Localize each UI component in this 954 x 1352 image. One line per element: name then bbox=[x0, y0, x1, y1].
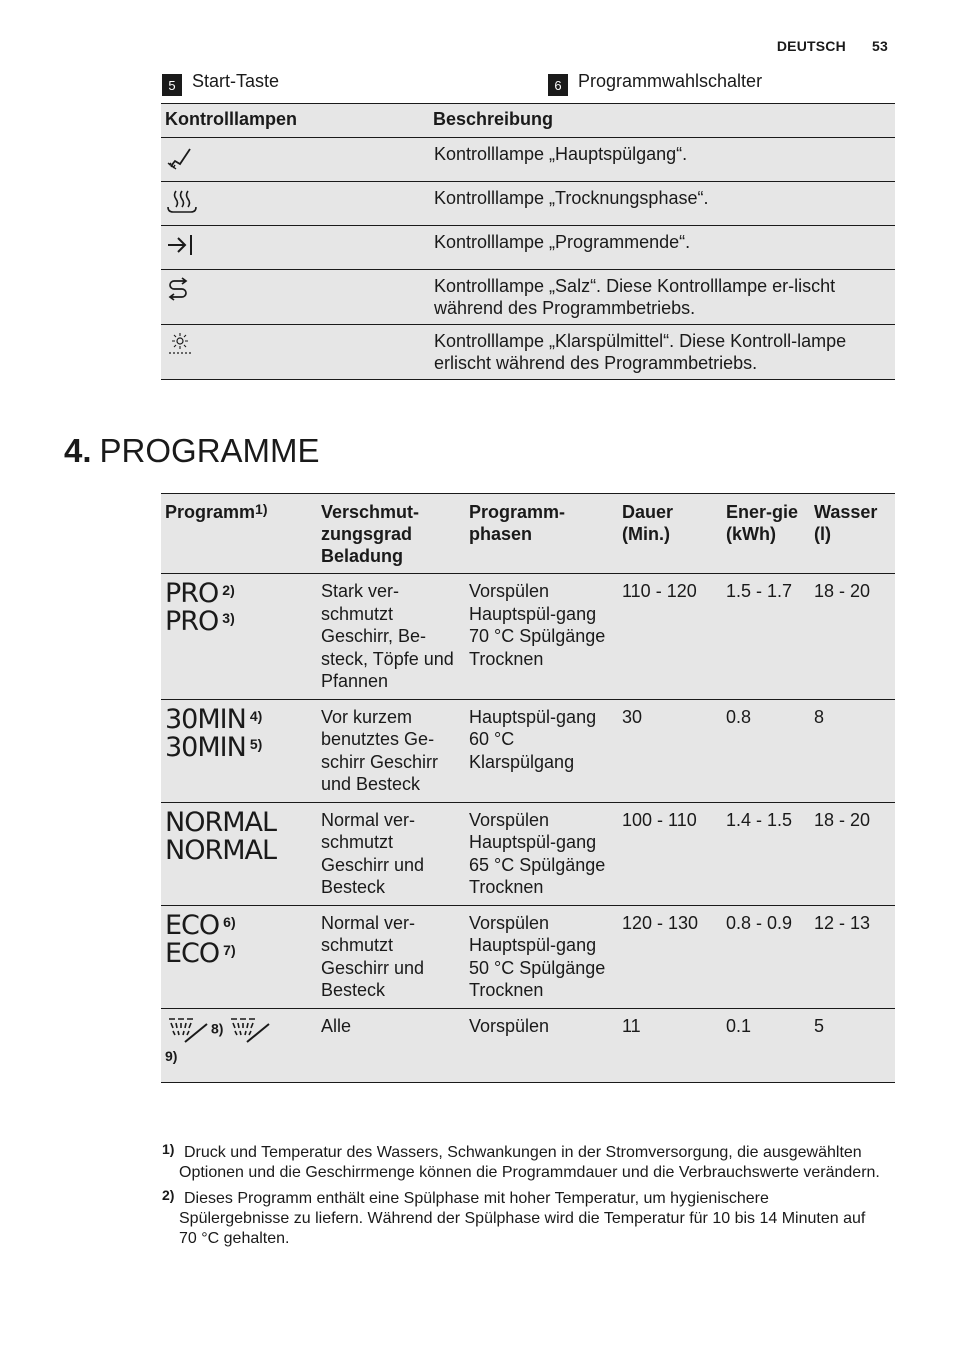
lamp-description: Kontrolllampe „Klarspülmittel“. Diese Kontroll-lampe erlischt während des Programmbetriebs. bbox=[434, 331, 847, 373]
program-label: 8) 9) bbox=[161, 1008, 317, 1082]
phases-cell: Hauptspül-gang 60 °C Klarspülgang bbox=[469, 706, 597, 772]
programs-table bbox=[161, 493, 895, 1083]
table-row-prewash bbox=[161, 1008, 895, 1082]
program-label: ECO $^{6)}$ ECO $^{7)}$ bbox=[165, 909, 236, 969]
energy-cell: 0.1 bbox=[726, 1015, 752, 1036]
table-row bbox=[161, 325, 895, 380]
footnotes bbox=[162, 1143, 882, 1255]
table-row-30min bbox=[161, 699, 895, 802]
energy-cell: 0.8 - 0.9 bbox=[726, 912, 793, 933]
table-row-eco bbox=[161, 905, 895, 1008]
column-header-phases: Programm-phasen bbox=[469, 502, 566, 544]
phases-cell: Vorspülen bbox=[469, 1015, 550, 1036]
table-row bbox=[161, 270, 895, 325]
duration-cell: 11 bbox=[622, 1015, 641, 1036]
column-header-water: Wasser (l) bbox=[814, 502, 878, 544]
footnote-mark: 1) bbox=[162, 1141, 175, 1157]
column-header-soil: Verschmut-zungsgrad Beladung bbox=[321, 502, 420, 566]
footnote bbox=[162, 1143, 882, 1183]
footnote-text: Druck und Temperatur des Wassers, Schwankungen in der Stromversorgung, die ausgewählten Optionen und die Geschirrmenge können die Programmdauer und die Verbrauchswerte verändern. bbox=[179, 1144, 880, 1181]
main-wash-icon bbox=[165, 155, 193, 175]
lamp-description: Kontrolllampe „Salz“. Diese Kontrolllampe er-lischt während des Programmbetriebs. bbox=[434, 276, 836, 318]
water-cell: 12 - 13 bbox=[814, 912, 871, 933]
soil-cell: Normal ver-schmutzt Geschirr und Besteck bbox=[321, 912, 425, 1000]
legend-label: Programmwahlschalter bbox=[578, 70, 763, 91]
program-end-icon bbox=[165, 243, 195, 263]
energy-cell: 0.8 bbox=[726, 706, 752, 727]
footnote-mark: 2) bbox=[162, 1187, 175, 1203]
duration-cell: 110 - 120 bbox=[622, 581, 697, 601]
legend-item-start bbox=[162, 70, 279, 92]
page-number: 53 bbox=[872, 38, 888, 54]
water-cell: 18 - 20 bbox=[814, 581, 871, 601]
lamp-description: Kontrolllampe „Hauptspülgang“. bbox=[434, 144, 688, 164]
soil-cell: Alle bbox=[321, 1015, 352, 1036]
soil-cell: Normal ver-schmutzt Geschirr und Besteck bbox=[321, 809, 425, 897]
program-label: NORMAL NORMAL bbox=[165, 806, 277, 866]
drying-icon bbox=[165, 199, 199, 219]
legend-item-program-selector bbox=[548, 70, 762, 92]
column-header-programm: Programm$^{1)}$ bbox=[165, 501, 268, 522]
footnote bbox=[162, 1189, 882, 1249]
footnote-text: Dieses Programm enthält eine Spülphase mit hoher Temperatur, um hygienischere Spülergebnisse zu liefern. Während der Spülphase wird die Temperatur für 10 bis 14 Minuten auf 70 °C gehalten. bbox=[179, 1190, 866, 1247]
soil-cell: Vor kurzem benutztes Ge-schirr Geschirr und Besteck bbox=[321, 706, 439, 794]
column-header: Kontrolllampen bbox=[165, 109, 298, 129]
duration-cell: 100 - 110 bbox=[622, 809, 697, 830]
section-title: PROGRAMME bbox=[99, 432, 320, 469]
table-header-row bbox=[161, 104, 895, 138]
table-row bbox=[161, 226, 895, 270]
energy-cell: 1.4 - 1.5 bbox=[726, 809, 793, 830]
program-label: PRO $^{2)}$ PRO $^{3)}$ bbox=[165, 578, 235, 637]
lamp-description: Kontrolllampe „Trocknungsphase“. bbox=[434, 188, 709, 208]
header-language: DEUTSCH bbox=[776, 38, 846, 54]
table-row bbox=[161, 138, 895, 182]
phases-cell: Vorspülen Hauptspül-gang 50 °C Spülgänge Trocknen bbox=[469, 912, 606, 1000]
water-cell: 8 bbox=[814, 706, 825, 727]
indicator-lamps-table bbox=[161, 103, 895, 380]
table-row-normal bbox=[161, 802, 895, 905]
legend-number: 6 bbox=[548, 74, 568, 96]
water-cell: 18 - 20 bbox=[814, 809, 871, 830]
section-heading bbox=[64, 432, 320, 470]
column-header: Beschreibung bbox=[433, 109, 554, 129]
page-header bbox=[777, 38, 888, 54]
duration-cell: 120 - 130 bbox=[622, 912, 699, 933]
prewash-icon bbox=[227, 1020, 273, 1036]
table-row-pro bbox=[161, 574, 895, 700]
section-number: 4. bbox=[64, 432, 92, 469]
duration-cell: 30 bbox=[622, 706, 643, 727]
salt-icon bbox=[165, 287, 193, 307]
phases-cell: Vorspülen Hauptspül-gang 70 °C Spülgänge Trocknen bbox=[469, 581, 606, 669]
water-cell: 5 bbox=[814, 1015, 825, 1036]
lamp-description: Kontrolllampe „Programmende“. bbox=[434, 232, 691, 252]
component-legend bbox=[162, 70, 895, 98]
table-row bbox=[161, 182, 895, 226]
table-header-row bbox=[161, 494, 895, 574]
soil-cell: Stark ver-schmutzt Geschirr, Be-steck, Töpfe und Pfannen bbox=[321, 581, 454, 691]
program-label: 30MIN $^{4)}$ 30MIN $^{5)}$ bbox=[165, 703, 263, 763]
rinse-aid-icon bbox=[165, 342, 195, 362]
prewash-icon bbox=[165, 1020, 211, 1036]
legend-number: 5 bbox=[162, 74, 182, 96]
energy-cell: 1.5 - 1.7 bbox=[726, 581, 793, 601]
legend-label: Start-Taste bbox=[192, 70, 280, 91]
phases-cell: Vorspülen Hauptspül-gang 65 °C Spülgänge Trocknen bbox=[469, 809, 606, 897]
column-header-duration: Dauer (Min.) bbox=[622, 502, 674, 544]
column-header-energy: Ener-gie (kWh) bbox=[726, 502, 799, 544]
